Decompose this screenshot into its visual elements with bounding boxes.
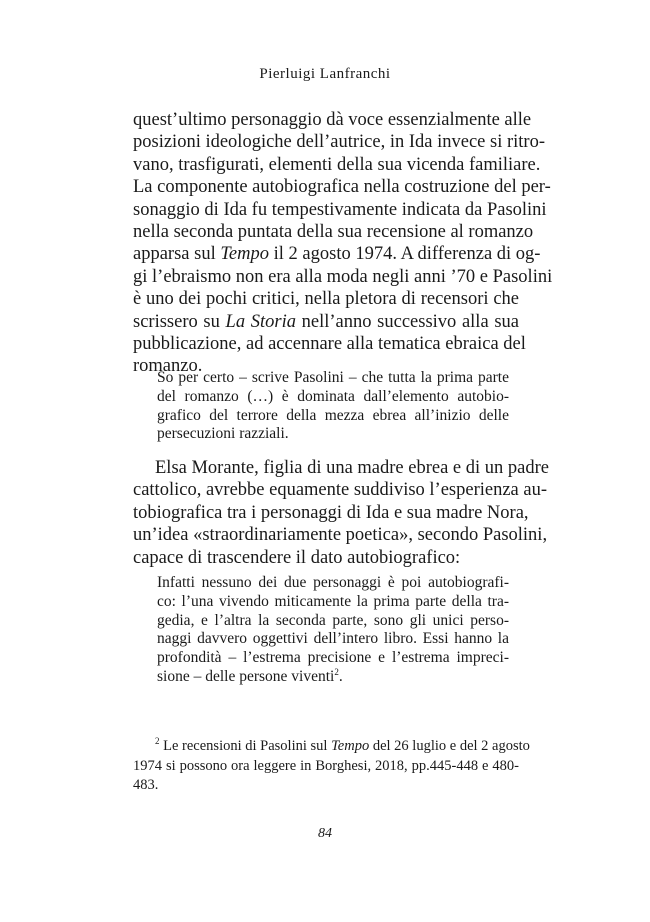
text-line: La componente autobiografica nella costruzione del per- (133, 177, 551, 198)
block-quote-1 (157, 369, 509, 444)
italic-title: Tempo (331, 738, 370, 754)
paragraph-1 (133, 109, 553, 378)
quote-line: del romanzo (…) è dominata dall’elemento autobio- (157, 387, 509, 405)
text-line: Elsa Morante, figlia di una madre ebrea e di un padre (155, 458, 549, 478)
footnote-line (133, 736, 530, 757)
text-line: gi l’ebraismo non era alla moda negli anni ’70 e Pasolini (133, 266, 553, 287)
quote-line: So per certo – scrive Pasolini – che tutta la prima parte (157, 369, 509, 386)
page-number: 84 (318, 826, 332, 841)
block-quote-2 (157, 574, 509, 687)
text-line: è uno dei pochi critici, nella pletora di recensori che (133, 289, 519, 310)
text-fragment: scrissero su (133, 311, 226, 332)
text-line: sonaggio di Ida fu tempestivamente indicata da Pasolini (133, 199, 547, 220)
text-line: tobiografica tra i personaggi di Ida e sua madre Nora, (133, 502, 529, 523)
footnote-number: 2 (155, 736, 160, 747)
text-line: cattolico, avrebbe equamente suddiviso l’esperienza au- (133, 480, 548, 501)
text-line: posizioni ideologiche dell’autrice, in Ida invece si ritro- (133, 132, 545, 153)
text-fragment: del 26 luglio e del 2 agosto (369, 738, 530, 754)
text-line: vano, trasfigurati, elementi della sua vicenda familiare. (133, 154, 541, 175)
text-line: romanzo. (133, 356, 203, 377)
footnote-reference[interactable]: 2 (334, 666, 339, 677)
text-fragment: sione – delle persone viventi (157, 667, 335, 685)
text-fragment: . (338, 667, 343, 685)
text-line: capace di trascendere il dato autobiografico: (133, 547, 461, 568)
quote-line: naggi davvero oggettivi dell’intero libro. Essi hanno la (157, 630, 509, 648)
footnote (133, 736, 530, 796)
quote-line: gedia, e l’altra la seconda parte, sono gli unici perso- (157, 611, 509, 629)
quote-line: profondità – l’estrema precisione e l’estrema impreci- (157, 649, 509, 667)
text-line: pubblicazione, ad accennare alla tematica ebraica del (133, 334, 526, 355)
text-line: un’idea «straordinariamente poetica», secondo Pasolini, (133, 525, 548, 546)
running-head-author: Pierluigi Lanfranchi (259, 66, 391, 82)
quote-line: Infatti nessuno dei due personaggi è poi autobiografi- (157, 574, 509, 591)
text-fragment: nell’anno successivo alla sua (295, 311, 519, 332)
text-line: nella seconda puntata della sua recensione al romanzo (133, 222, 534, 243)
quote-line: grafico del terrore della mezza ebrea all’inizio delle (157, 406, 509, 424)
italic-title: Tempo (220, 244, 270, 265)
text-fragment: apparsa sul (133, 244, 221, 265)
paragraph-2 (133, 457, 549, 569)
quote-line: co: l’una vivendo miticamente la prima parte della tra- (157, 592, 509, 610)
text-line (133, 311, 519, 333)
text-line: quest’ultimo personaggio dà voce essenzialmente alle (133, 110, 532, 130)
footnote-line: 483. (133, 777, 159, 793)
footnote-line: 1974 si possono ora leggere in Borghesi, 2018, pp.445-448 e 480- (133, 757, 519, 774)
text-line (133, 243, 541, 265)
text-fragment: Le recensioni di Pasolini sul (159, 738, 332, 754)
quote-line: persecuzioni razziali. (157, 425, 289, 443)
quote-line (157, 668, 509, 687)
italic-title: La Storia (225, 311, 296, 332)
text-fragment: il 2 agosto 1974. A differenza di og- (269, 244, 541, 265)
